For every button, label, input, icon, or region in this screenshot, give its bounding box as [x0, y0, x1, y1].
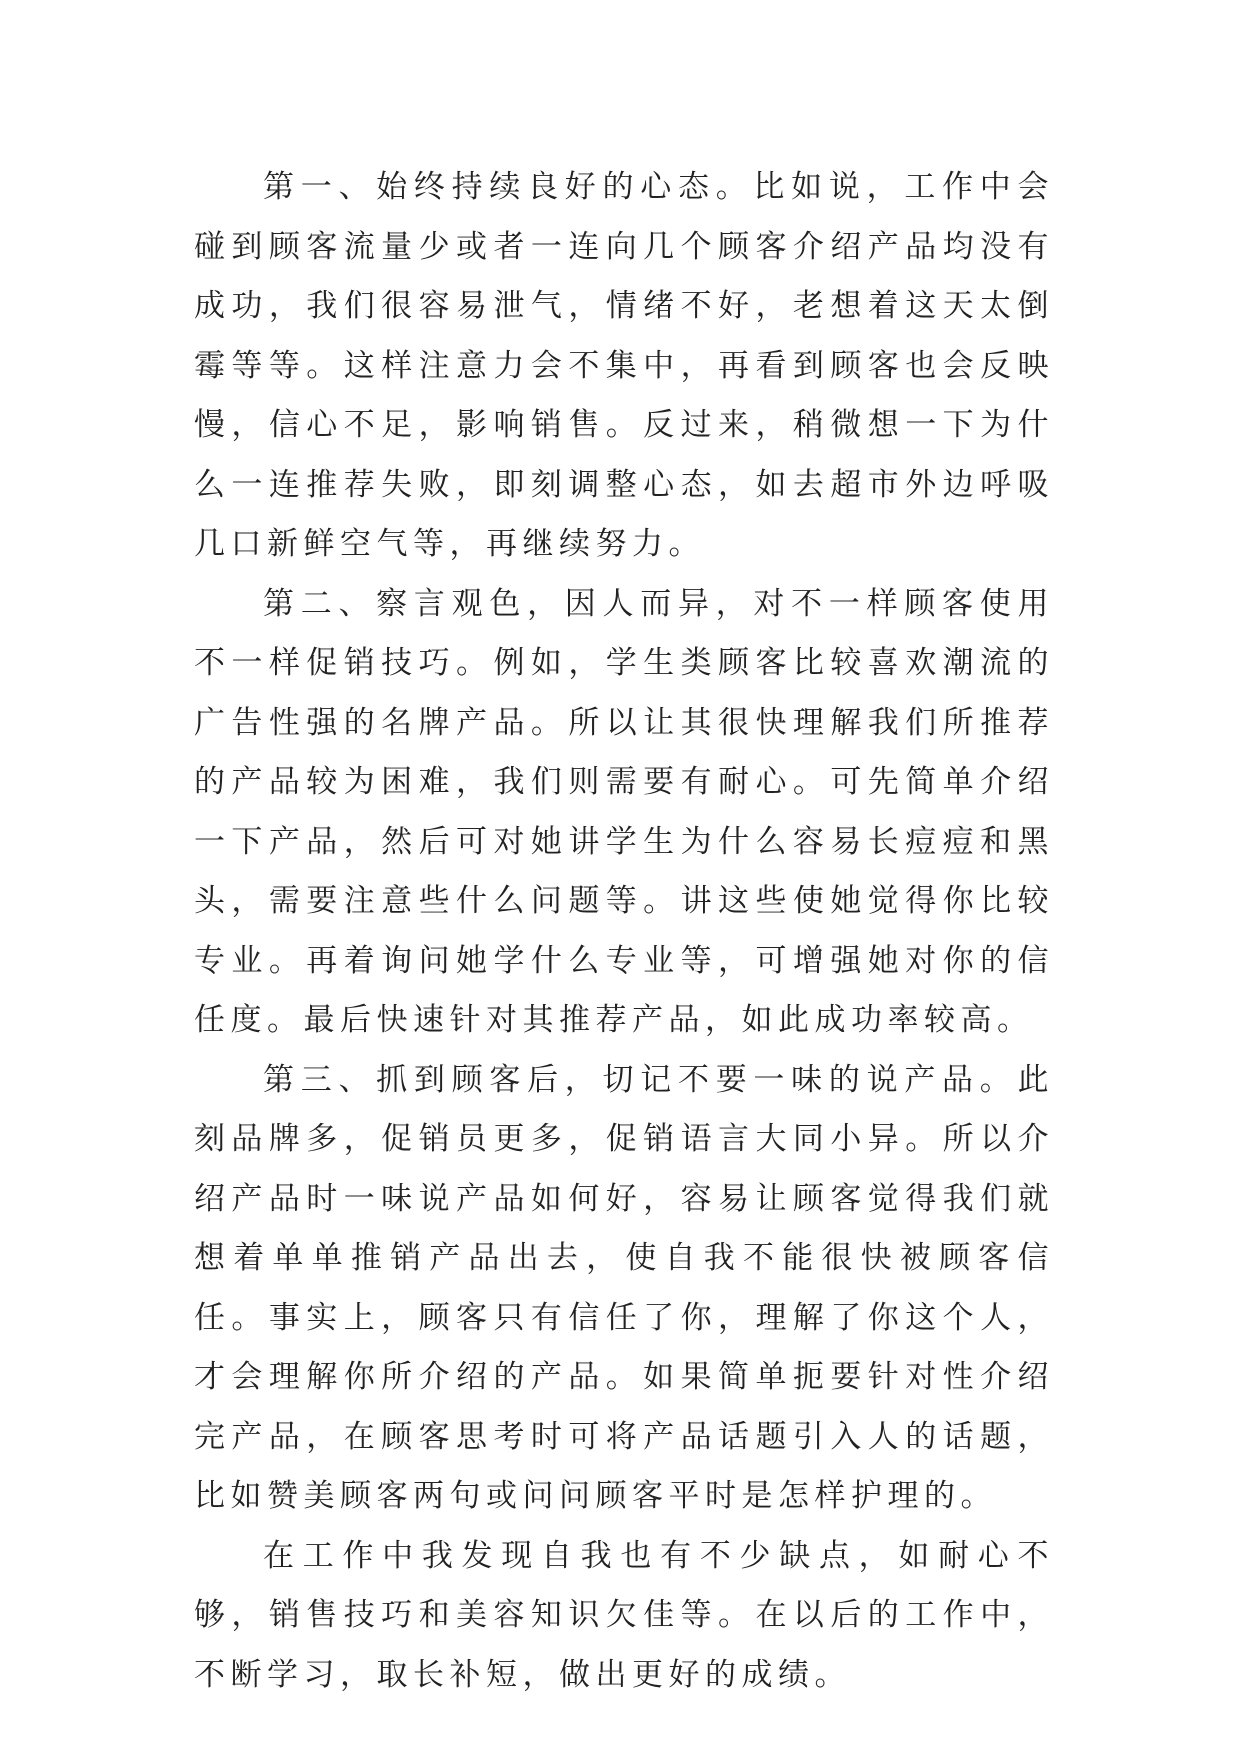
paragraph-3: 第三、抓到顾客后，切记不要一味的说产品。此刻品牌多，促销员更多，促销语言大同小异。所以介绍产品时一味说产品如何好，容易让顾客觉得我们就想着单单推销产品出去，使自我不能很快被顾客信任。事实上，顾客只有信任了你，理解了你这个人，才会理解你所介绍的产品。如果简单扼要针对性介绍完产品，在顾客思考时可将产品话题引入人的话题，比如赞美顾客两句或问问顾客平时是怎样护理的。: [194, 1061, 1054, 1514]
paragraph-4: 在工作中我发现自我也有不少缺点，如耐心不够，销售技巧和美容知识欠佳等。在以后的工作中，不断学习，取长补短，做出更好的成绩。: [194, 1537, 1054, 1693]
paragraph-1: 第一、始终持续良好的心态。比如说，工作中会碰到顾客流量少或者一连向几个顾客介绍产品均没有成功，我们很容易泄气，情绪不好，老想着这天太倒霉等等。这样注意力会不集中，再看到顾客也会反映慢，信心不足，影响销售。反过来，稍微想一下为什么一连推荐失败，即刻调整心态，如去超市外边呼吸几口新鲜空气等，再继续努力。: [194, 169, 1054, 562]
document-body: [194, 158, 1054, 1705]
paragraph-2: 第二、察言观色，因人而异，对不一样顾客使用不一样促销技巧。例如，学生类顾客比较喜欢潮流的广告性强的名牌产品。所以让其很快理解我们所推荐的产品较为困难，我们则需要有耐心。可先简单介绍一下产品，然后可对她讲学生为什么容易长痘痘和黑头，需要注意些什么问题等。讲这些使她觉得你比较专业。再着询问她学什么专业等，可增强她对你的信任度。最后快速针对其推荐产品，如此成功率较高。: [194, 585, 1054, 1038]
